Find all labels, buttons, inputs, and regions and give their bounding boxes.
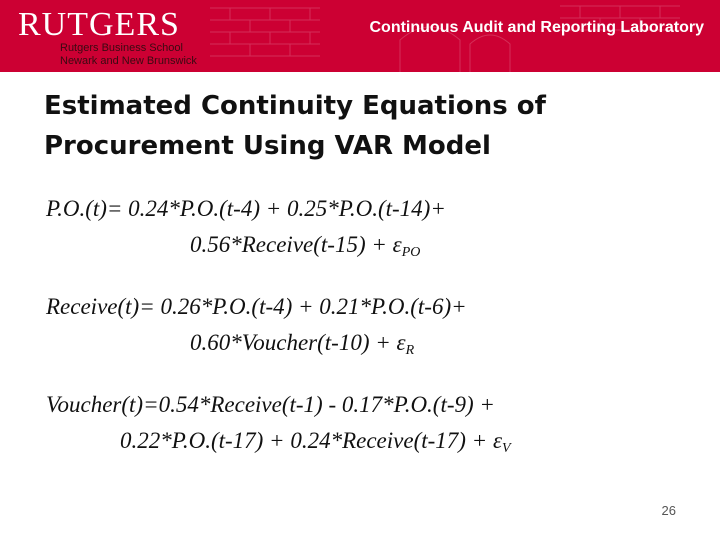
error-term-subscript: R	[405, 343, 415, 358]
equation-po-line-1: P.O.(t)= 0.24*P.O.(t-4) + 0.25*P.O.(t-14)+	[46, 196, 446, 221]
equation-po-terms: 0.56*Receive(t-15) + ε	[190, 232, 402, 257]
title-line-1: Estimated Continuity Equations of	[44, 91, 546, 121]
logo-subtitle-line-1: Rutgers Business School	[60, 42, 183, 54]
lab-name: Continuous Audit and Reporting Laboratory	[369, 19, 704, 36]
rutgers-logo[interactable]: RUTGERS	[18, 6, 180, 43]
equation-voucher-terms: 0.22*P.O.(t-17) + 0.24*Receive(t-17) + ε	[120, 428, 503, 453]
equation-receive-line-2	[190, 330, 414, 359]
page-number: 26	[661, 503, 676, 518]
equation-voucher-line-1: Voucher(t)=0.54*Receive(t-1) - 0.17*P.O.(t-9) +	[46, 392, 495, 417]
title-line-2: Procurement Using VAR Model	[44, 131, 491, 161]
equation-voucher-line-2	[120, 428, 511, 457]
error-term-subscript: PO	[401, 245, 421, 260]
equation-po-line-2	[190, 232, 420, 261]
logo-subtitle-line-2: Newark and New Brunswick	[60, 55, 197, 67]
equation-receive-terms: 0.60*Voucher(t-10) + ε	[190, 330, 406, 355]
error-term-subscript: V	[502, 441, 511, 456]
equation-receive-line-1: Receive(t)= 0.26*P.O.(t-4) + 0.21*P.O.(t-6)+	[46, 294, 467, 319]
